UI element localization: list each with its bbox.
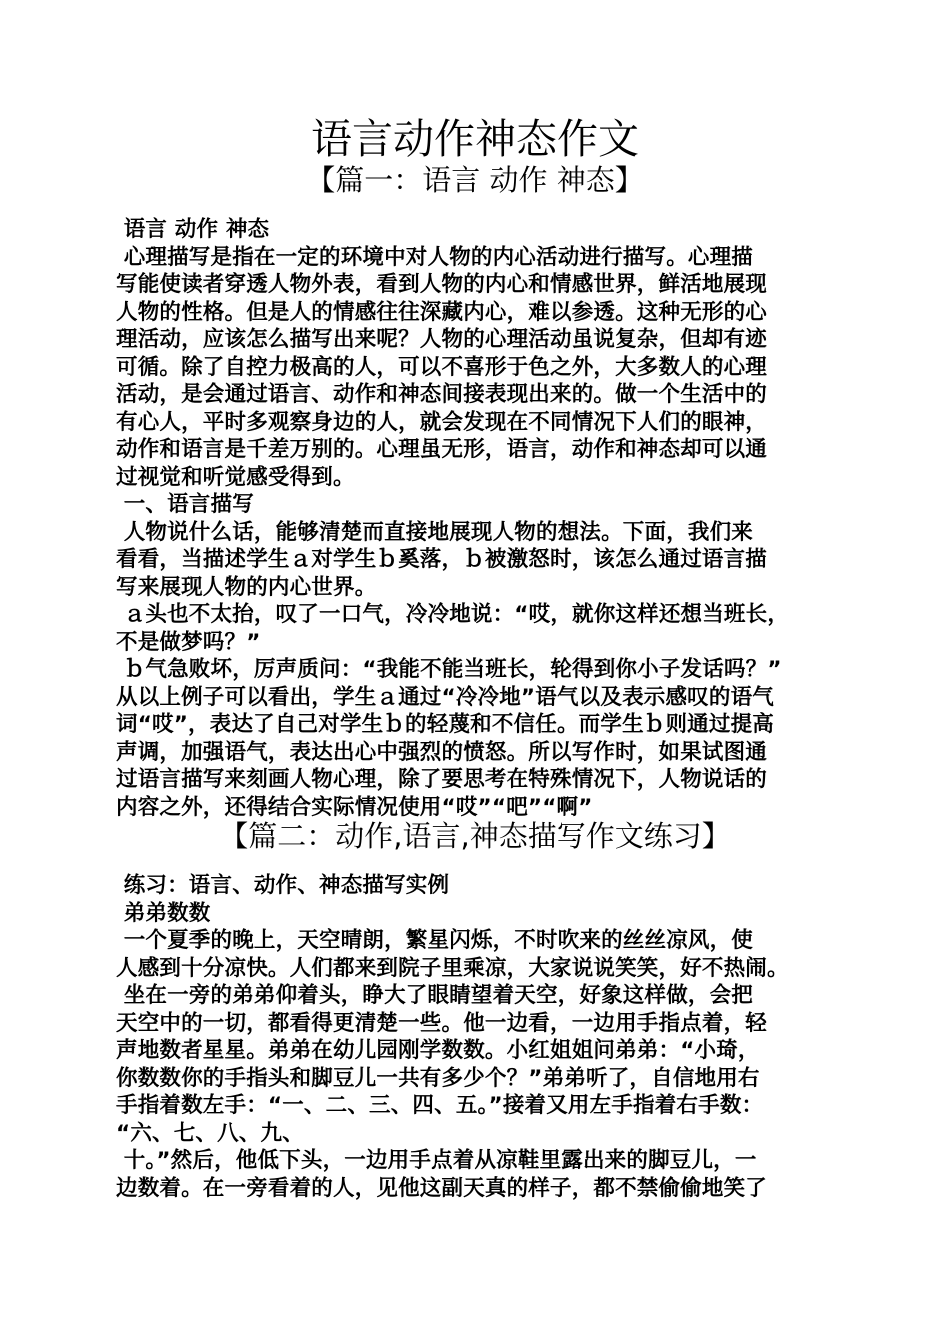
paragraph-line: 天空中的一切，都看得更清楚一些。他一边看，一边用手指点着，轻 — [116, 1010, 768, 1036]
paragraph-line: 边数着。在一旁看着的人，见他这副天真的样子，都不禁偷偷地笑了 — [116, 1175, 768, 1201]
section-2-heading: 【篇二：动作,语言,神态描写作文练习】 — [219, 819, 731, 853]
paragraph-line: 活动，是会通过语言、动作和神态间接表现出来的。做一个生活中的 — [116, 382, 768, 407]
paragraph-line: 不是做梦吗？” — [116, 629, 261, 655]
paragraph-line: 声地数者星星。弟弟在幼儿园刚学数数。小红姐姐问弟弟：“小琦， — [116, 1038, 760, 1063]
paragraph-line: 可循。除了自控力极高的人，可以不喜形于色之外，大多数人的心理 — [116, 354, 768, 380]
paragraph-line: 人感到十分凉快。人们都来到院子里乘凉，大家说说笑笑，好不热闹。 — [116, 955, 789, 981]
paragraph-line: 过视觉和听觉感受得到。 — [116, 464, 355, 490]
paragraph-line: 声调，加强语气，表达出心中强烈的愤怒。所以写作时，如果试图通 — [116, 739, 768, 765]
paragraph-line: 写来展现人物的内心世界。 — [116, 574, 377, 600]
paragraph-line: 词“哎”，表达了自己对学生ｂ的轻蔑和不信任。而学生ｂ则通过提高 — [116, 712, 774, 737]
paragraph-line: 人物的性格。但是人的情感往往深藏内心，难以参透。这种无形的心 — [116, 299, 768, 325]
paragraph-line: 十。”然后，他低下头，一边用手点着从凉鞋里露出来的脚豆儿，一 — [116, 1148, 757, 1173]
paragraph-line: 理活动，应该怎么描写出来呢？人物的心理活动虽说复杂，但却有迹 — [116, 327, 768, 352]
paragraph-line: 语言 动作 神态 — [116, 217, 270, 242]
document-title: 语言动作神态作文 — [311, 115, 639, 163]
paragraph-line: ｂ气急败坏，厉声质问：“我能不能当班长，轮得到你小子发话吗？” — [116, 657, 782, 682]
section-1-body — [116, 216, 846, 821]
paragraph-line: 写能使读者穿透人物外表，看到人物的内心和情感世界，鲜活地展现 — [116, 272, 768, 297]
paragraph-line: 你数数你的手指头和脚豆儿一共有多少个？”弟弟听了，自信地用右 — [116, 1065, 760, 1091]
paragraph-line: 坐在一旁的弟弟仰着头，睁大了眼睛望着天空，好象这样做，会把 — [116, 983, 753, 1008]
paragraph-line: ａ头也不太抬，叹了一口气，冷冷地说：“哎，就你这样还想当班长， — [116, 602, 790, 627]
paragraph-line: 一个夏季的晚上，天空晴朗，繁星闪烁，不时吹来的丝丝凉风，使 — [116, 928, 753, 953]
paragraph-line: 过语言描写来刻画人物心理，除了要思考在特殊情况下，人物说话的 — [116, 767, 768, 792]
paragraph-line: 心理描写是指在一定的环境中对人物的内心活动进行描写。心理描 — [116, 244, 753, 270]
paragraph-line: 内容之外，还得结合实际情况使用“哎”“吧”“啊” — [116, 794, 593, 820]
paragraph-line: 看看，当描述学生ａ对学生ｂ奚落，ｂ被激怒时，该怎么通过语言描 — [116, 547, 768, 572]
paragraph-line: 从以上例子可以看出，学生ａ通过“冷冷地”语气以及表示感叹的语气 — [116, 684, 774, 710]
paragraph-line: 手指着数左手：“一、二、三、四、五。”接着又用左手指着右手数： — [116, 1093, 764, 1118]
paragraph-line: 人物说什么话，能够清楚而直接地展现人物的想法。下面，我们来 — [116, 519, 753, 545]
paragraph-line: “六、七、八、九、 — [116, 1120, 304, 1146]
section-1-heading: 【篇一：语言 动作 神态】 — [306, 163, 644, 197]
paragraph-line: 动作和语言是千差万别的。心理虽无形，语言，动作和神态却可以通 — [116, 437, 768, 462]
section-2-body — [116, 872, 846, 1202]
paragraph-line: 练习：语言、动作、神态描写实例 — [116, 873, 450, 898]
paragraph-line: 一、语言描写 — [116, 492, 254, 517]
paragraph-line: 有心人，平时多观察身边的人，就会发现在不同情况下人们的眼神， — [116, 409, 768, 435]
paragraph-line: 弟弟数数 — [116, 900, 211, 926]
